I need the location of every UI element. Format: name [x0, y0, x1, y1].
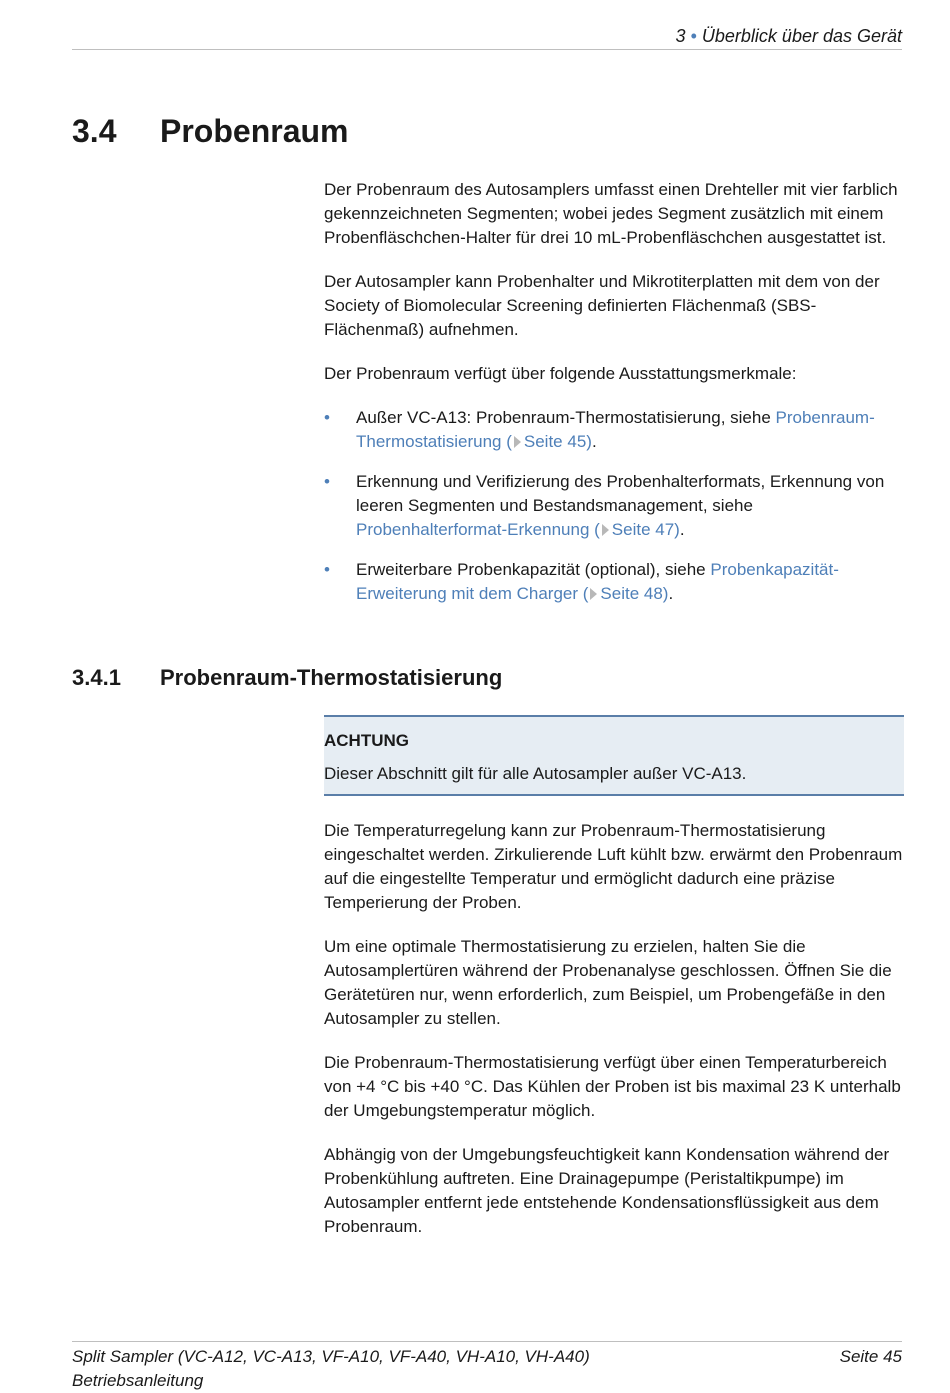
- list-item: [324, 470, 904, 542]
- page-footer: [72, 1341, 902, 1393]
- subsection-heading: [72, 665, 502, 691]
- paragraph: Der Probenraum verfügt über folgende Ausstattungsmerkmale:: [324, 364, 797, 383]
- section-title: Probenraum: [160, 113, 349, 149]
- list-item-end: .: [668, 584, 674, 603]
- header-bullet: •: [690, 26, 697, 46]
- list-item: [324, 406, 904, 454]
- section-body: [324, 178, 904, 622]
- paragraph: Der Autosampler kann Probenhalter und Mikrotiterplatten mit dem von der Society of Biomolecular Screening definierten Flächenmaß (SBS-Flächenmaß) aufnehmen.: [324, 272, 880, 339]
- bullet-marker: •: [324, 472, 330, 491]
- list-item-end: .: [591, 432, 597, 451]
- subsection-body: [324, 819, 904, 1259]
- notice-title: ACHTUNG: [324, 731, 409, 750]
- section-number: 3.4: [72, 113, 117, 149]
- paragraph: Um eine optimale Thermostatisierung zu erzielen, halten Sie die Autosamplertüren während der Probenanalyse geschlossen. Öffnen Sie die Gerätetüren nur, wenn erforderlich, zum Beispiel, um Probengefäße in den Autosampler zu stellen.: [324, 937, 892, 1028]
- list-item-text: Erweiterbare Probenkapazität (optional), siehe: [356, 560, 711, 579]
- header-chapter-number: 3: [675, 26, 686, 46]
- paragraph: Die Temperaturregelung kann zur Probenraum-Thermostatisierung eingeschaltet werden. Zirkulierende Luft kühlt bzw. erwärmt den Probenraum auf die eingestellte Temperatur und ermöglicht dadurch eine präzise Temperierung der Proben.: [324, 821, 903, 912]
- cross-reference-link[interactable]: Probenhalterformat-Erkennung ( Seite 47): [356, 520, 680, 539]
- bullet-marker: •: [324, 560, 330, 579]
- feature-list: [324, 406, 904, 606]
- list-item-text: Außer VC-A13: Probenraum-Thermostatisierung, siehe: [356, 408, 776, 427]
- subsection-title: Probenraum-Thermostatisierung: [160, 665, 503, 690]
- cross-reference-link[interactable]: Probenraum-Thermostatisierung ( Seite 45): [356, 408, 875, 451]
- page-arrow-icon: [602, 524, 609, 536]
- footer-doc-type: Betriebsanleitung: [72, 1371, 204, 1390]
- cross-reference-link[interactable]: Probenkapazität-Erweiterung mit dem Charger ( Seite 48): [356, 560, 839, 603]
- page-arrow-icon: [514, 436, 521, 448]
- notice-text: Dieser Abschnitt gilt für alle Autosampler außer VC-A13.: [324, 764, 747, 783]
- bullet-marker: •: [324, 408, 330, 427]
- page-header: [72, 26, 902, 50]
- section-heading: [72, 113, 348, 150]
- list-item-text: Erkennung und Verifizierung des Probenhalterformats, Erkennung von leeren Segmenten und Bestandsmanagement, siehe: [356, 472, 885, 515]
- paragraph: Abhängig von der Umgebungsfeuchtigkeit kann Kondensation während der Probenkühlung auftreten. Eine Drainagepumpe (Peristaltikpumpe) im Autosampler entfernt jede entstehende Kondensationsflüssigkeit aus dem Probenraum.: [324, 1145, 890, 1236]
- footer-product: Split Sampler (VC-A12, VC-A13, VF-A10, VF-A40, VH-A10, VH-A40): [72, 1347, 590, 1366]
- subsection-number: 3.4.1: [72, 665, 121, 690]
- footer-page-number: Seite 45: [839, 1347, 902, 1366]
- page-arrow-icon: [590, 588, 597, 600]
- header-chapter-title: Überblick über das Gerät: [701, 26, 902, 46]
- list-item: [324, 558, 904, 606]
- notice-box: [324, 715, 904, 796]
- paragraph: Der Probenraum des Autosamplers umfasst einen Drehteller mit vier farblich gekennzeichneten Segmenten; wobei jedes Segment zusätzlich mit einem Probenfläschchen-Halter für drei 10 mL-Probenfläschchen ausgestattet ist.: [324, 180, 898, 247]
- list-item-end: .: [679, 520, 685, 539]
- paragraph: Die Probenraum-Thermostatisierung verfügt über einen Temperaturbereich von +4 °C bis +40 °C. Das Kühlen der Proben ist bis maximal 23 K unterhalb der Umgebungstemperatur möglich.: [324, 1053, 901, 1120]
